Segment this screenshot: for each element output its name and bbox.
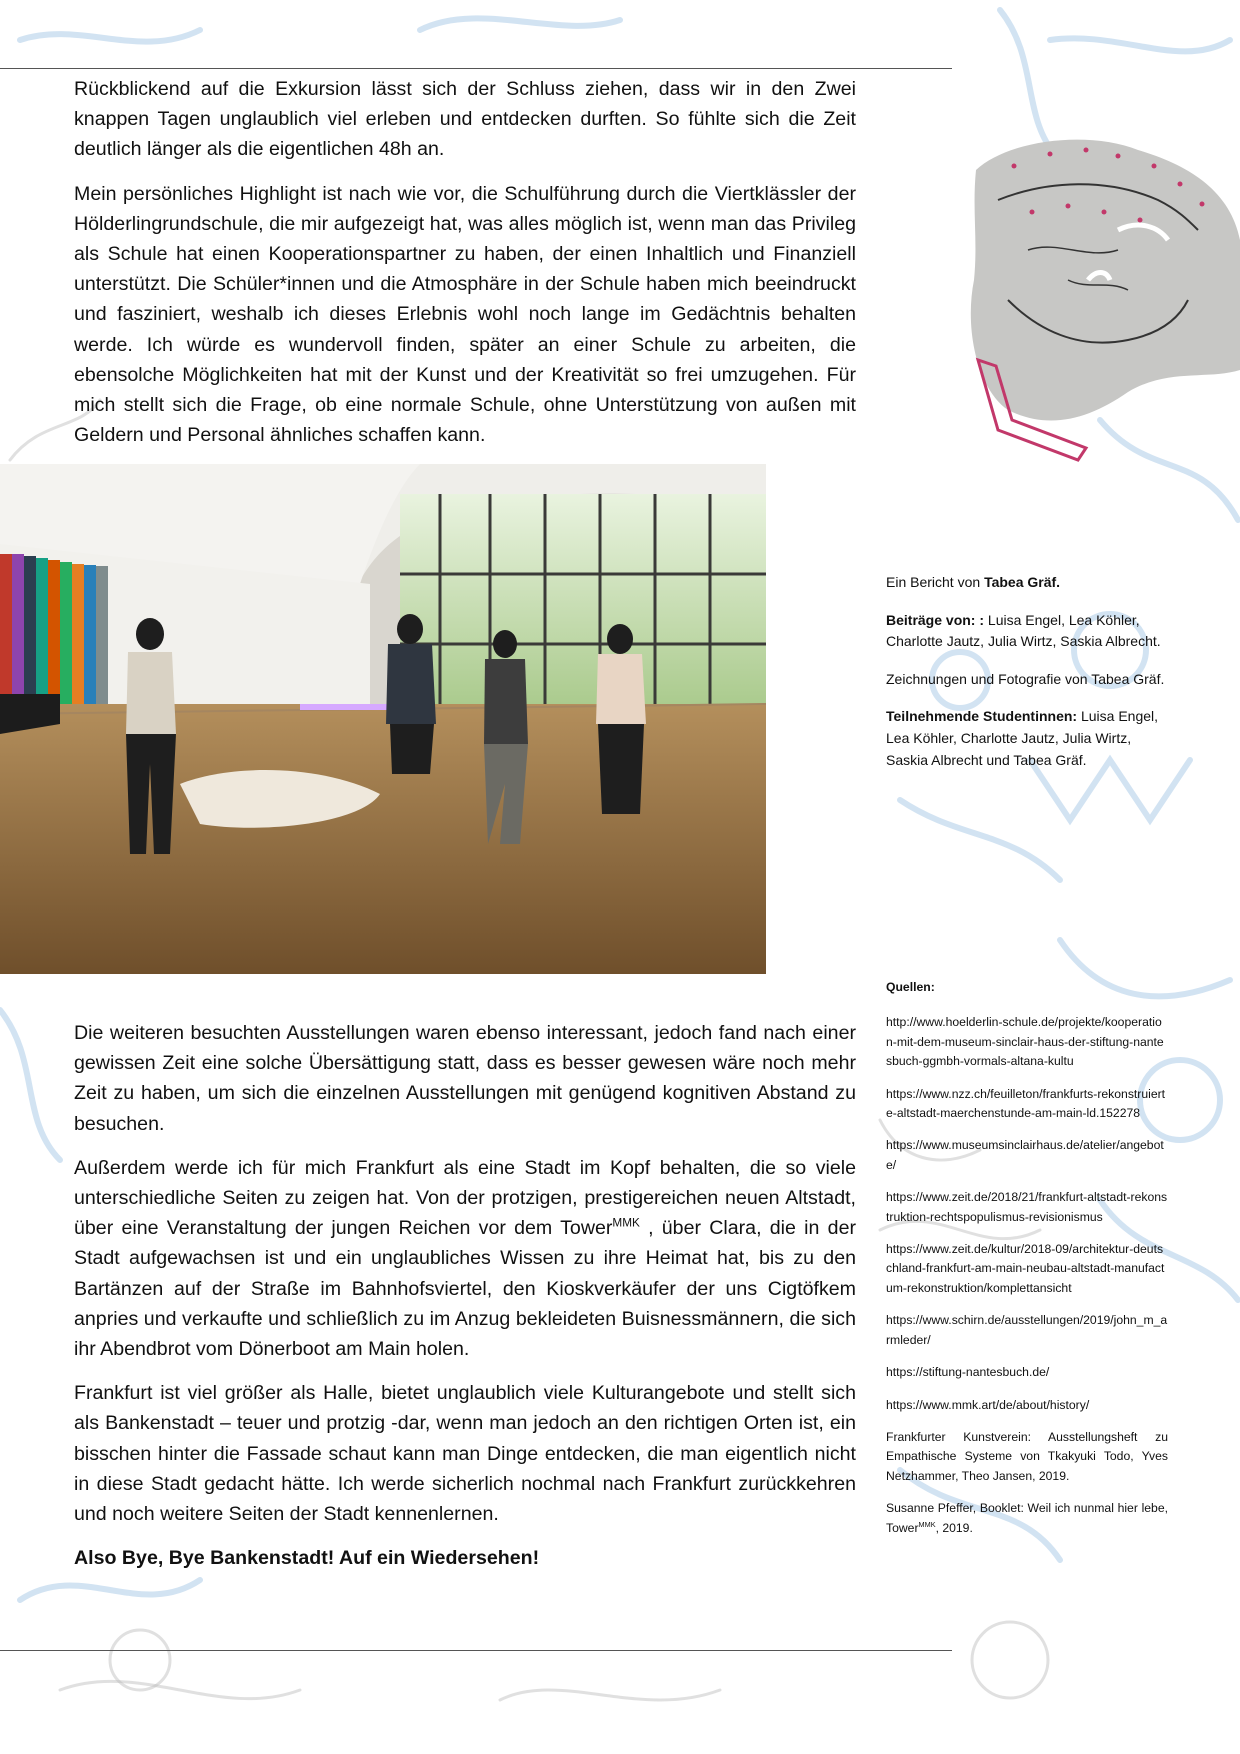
intro-paragraph: Rückblickend auf die Exkursion lässt sich der Schluss ziehen, dass wir in den Zwei knappen Tagen unglaublich viel erleben und entdecken durften. So fühlte sich die Zeit deutlich länger als die eigentlichen 48h an.: [74, 78, 856, 161]
body-paragraph: [74, 1153, 856, 1364]
author-name: Tabea Gräf.: [984, 574, 1061, 590]
contributors: [886, 610, 1168, 653]
source-link[interactable]: http://www.hoelderlin-schule.de/projekte/kooperation-mit-dem-museum-sinclair-haus-der-stiftung-nantesbuch-ggmbh-vormals-altana-kultu: [886, 1015, 1164, 1069]
source-link[interactable]: https://www.nzz.ch/feuilleton/frankfurts-rekonstruierte-altstadt-maerchenstunde-am-main-ld.152278: [886, 1086, 1166, 1121]
credit-text: Ein Bericht von: [886, 574, 985, 590]
participants: [886, 706, 1168, 771]
source-link[interactable]: https://www.schirn.de/ausstellungen/2019/john_m_armleder/: [886, 1313, 1168, 1347]
paragraph-text: , über Clara, die in der Stadt aufgewachsen ist und ein unglaubliches Wissen zu ihre Heimat hat, bis zu den Bartänzen auf der Straße im Bahnhofsviertel, den Kioskverkäufer der uns Cigtöfkem anpries und verkaufte und schließlich zu im Anzug bekleideten Buisnessmännern, die sich ihr Abendbrot vom Dönerboot am Main holen.: [74, 1217, 856, 1361]
source-link[interactable]: https://www.mmk.art/de/about/history/: [886, 1397, 1090, 1412]
source-citation: [886, 1499, 1168, 1538]
source-link[interactable]: https://www.museumsinclairhaus.de/atelier/angebote/: [886, 1138, 1164, 1172]
source-link[interactable]: https://stiftung-nantesbuch.de/: [886, 1365, 1050, 1380]
sources-list: [886, 978, 1168, 1551]
exhibition-photo: [0, 464, 766, 974]
participants-label: Teilnehmende Studentinnen:: [886, 708, 1078, 725]
contributors-names: Luisa Engel, Lea Köhler, Charlotte Jautz, Julia Wirtz, Saskia Albrecht.: [886, 611, 1161, 650]
body-paragraph: Frankfurt ist viel größer als Halle, bietet unglaublich viele Kulturangebote und stellt sich als Bankenstadt – teuer und protzig -dar, wenn man jedoch an den richtigen Orten ist, ein bisschen hinter die Fassade schaut kann man Dinge entdecken, die man eigentlich nicht in diese Stadt gedacht hätte. Ich werde sicherlich nochmal nach Frankfurt zurückkehren und noch weitere Seiten der Stadt kennenlernen.: [74, 1382, 856, 1526]
body-paragraph: Die weiteren besuchten Ausstellungen waren ebenso interessant, jedoch fand nach einer gewissen Zeit eine solche Übersättigung statt, dass es besser gewesen wäre noch mehr Zeit zu haben, um sich die einzelnen Ausstellungen mit genügend kognitiven Abstand zu besuchen.: [74, 1022, 856, 1135]
paragraph-text: Außerdem werde ich für mich Frankfurt als eine Stadt im Kopf behalten, die so viele unterschiedliche Seiten zu zeigen hat. Von der protzigen, prestigereichen neuen Altstadt, über eine Veranstaltung der jungen Reichen vor dem Tower: [74, 1156, 856, 1240]
citation-text: Susanne Pfeffer, Booklet: Weil ich nunmal hier lebe, Tower: [886, 1501, 1168, 1535]
closing-line: Also Bye, Bye Bankenstadt! Auf ein Wiedersehen!: [74, 1547, 540, 1570]
source-link[interactable]: https://www.zeit.de/kultur/2018-09/architektur-deutschland-frankfurt-am-main-neubau-altstadt-manufactum-rekonstruktion/komplettansicht: [886, 1242, 1165, 1295]
intro-text: [74, 74, 856, 464]
top-rule: [0, 68, 952, 69]
source-link[interactable]: https://www.zeit.de/2018/21/frankfurt-altstadt-rekonstruktion-rechtspopulismus-revisionismus: [886, 1190, 1168, 1224]
closing-text: [74, 1018, 856, 1587]
participants-names: Luisa Engel, Lea Köhler, Charlotte Jautz, Julia Wirtz, Saskia Albrecht und Tabea Gräf.: [886, 708, 1159, 768]
source-citation: Frankfurter Kunstverein: Ausstellungsheft zu Empathische Systeme von Tkakyuki Todo, Yves Netzhammer, Theo Jansen, 2019.: [886, 1429, 1168, 1483]
contributors-label: Beiträge von: :: [886, 611, 985, 628]
credits-box: [886, 572, 1168, 787]
report-credit: [886, 572, 1168, 594]
sketch-drawing: [968, 130, 1240, 480]
superscript: MMK: [918, 1519, 936, 1529]
superscript: MMK: [612, 1216, 640, 1230]
citation-text: , 2019.: [935, 1520, 973, 1535]
intro-paragraph: Mein persönliches Highlight ist nach wie vor, die Schulführung durch die Viertklässler der Hölderlingrundschule, die mir aufgezeigt hat, was alles möglich ist, wenn man das Privileg als Schule hat einen Kooperationspartner zu haben, der einen Inhaltlich und Finanziell unterstützt. Die Schüler*innen und die Atmosphäre in der Schule haben mich beeindruckt und fasziniert, weshalb ich dieses Erlebnis wohl noch lange im Gedächtnis behalten werde. Ich würde es wundervoll finden, später an einer Schule zu arbeiten, die ebensolche Möglichkeiten hat mit der Kunst und der Kreativität so frei umzugehen. Für mich stellt sich die Frage, ob eine normale Schule, ohne Unterstützung von außen mit Geldern und Personal ähnliches schaffen kann.: [74, 182, 856, 447]
sources-heading: Quellen:: [886, 980, 935, 994]
drawings-credit: Zeichnungen und Fotografie von Tabea Gräf.: [886, 670, 1165, 687]
bottom-rule: [0, 1650, 952, 1651]
